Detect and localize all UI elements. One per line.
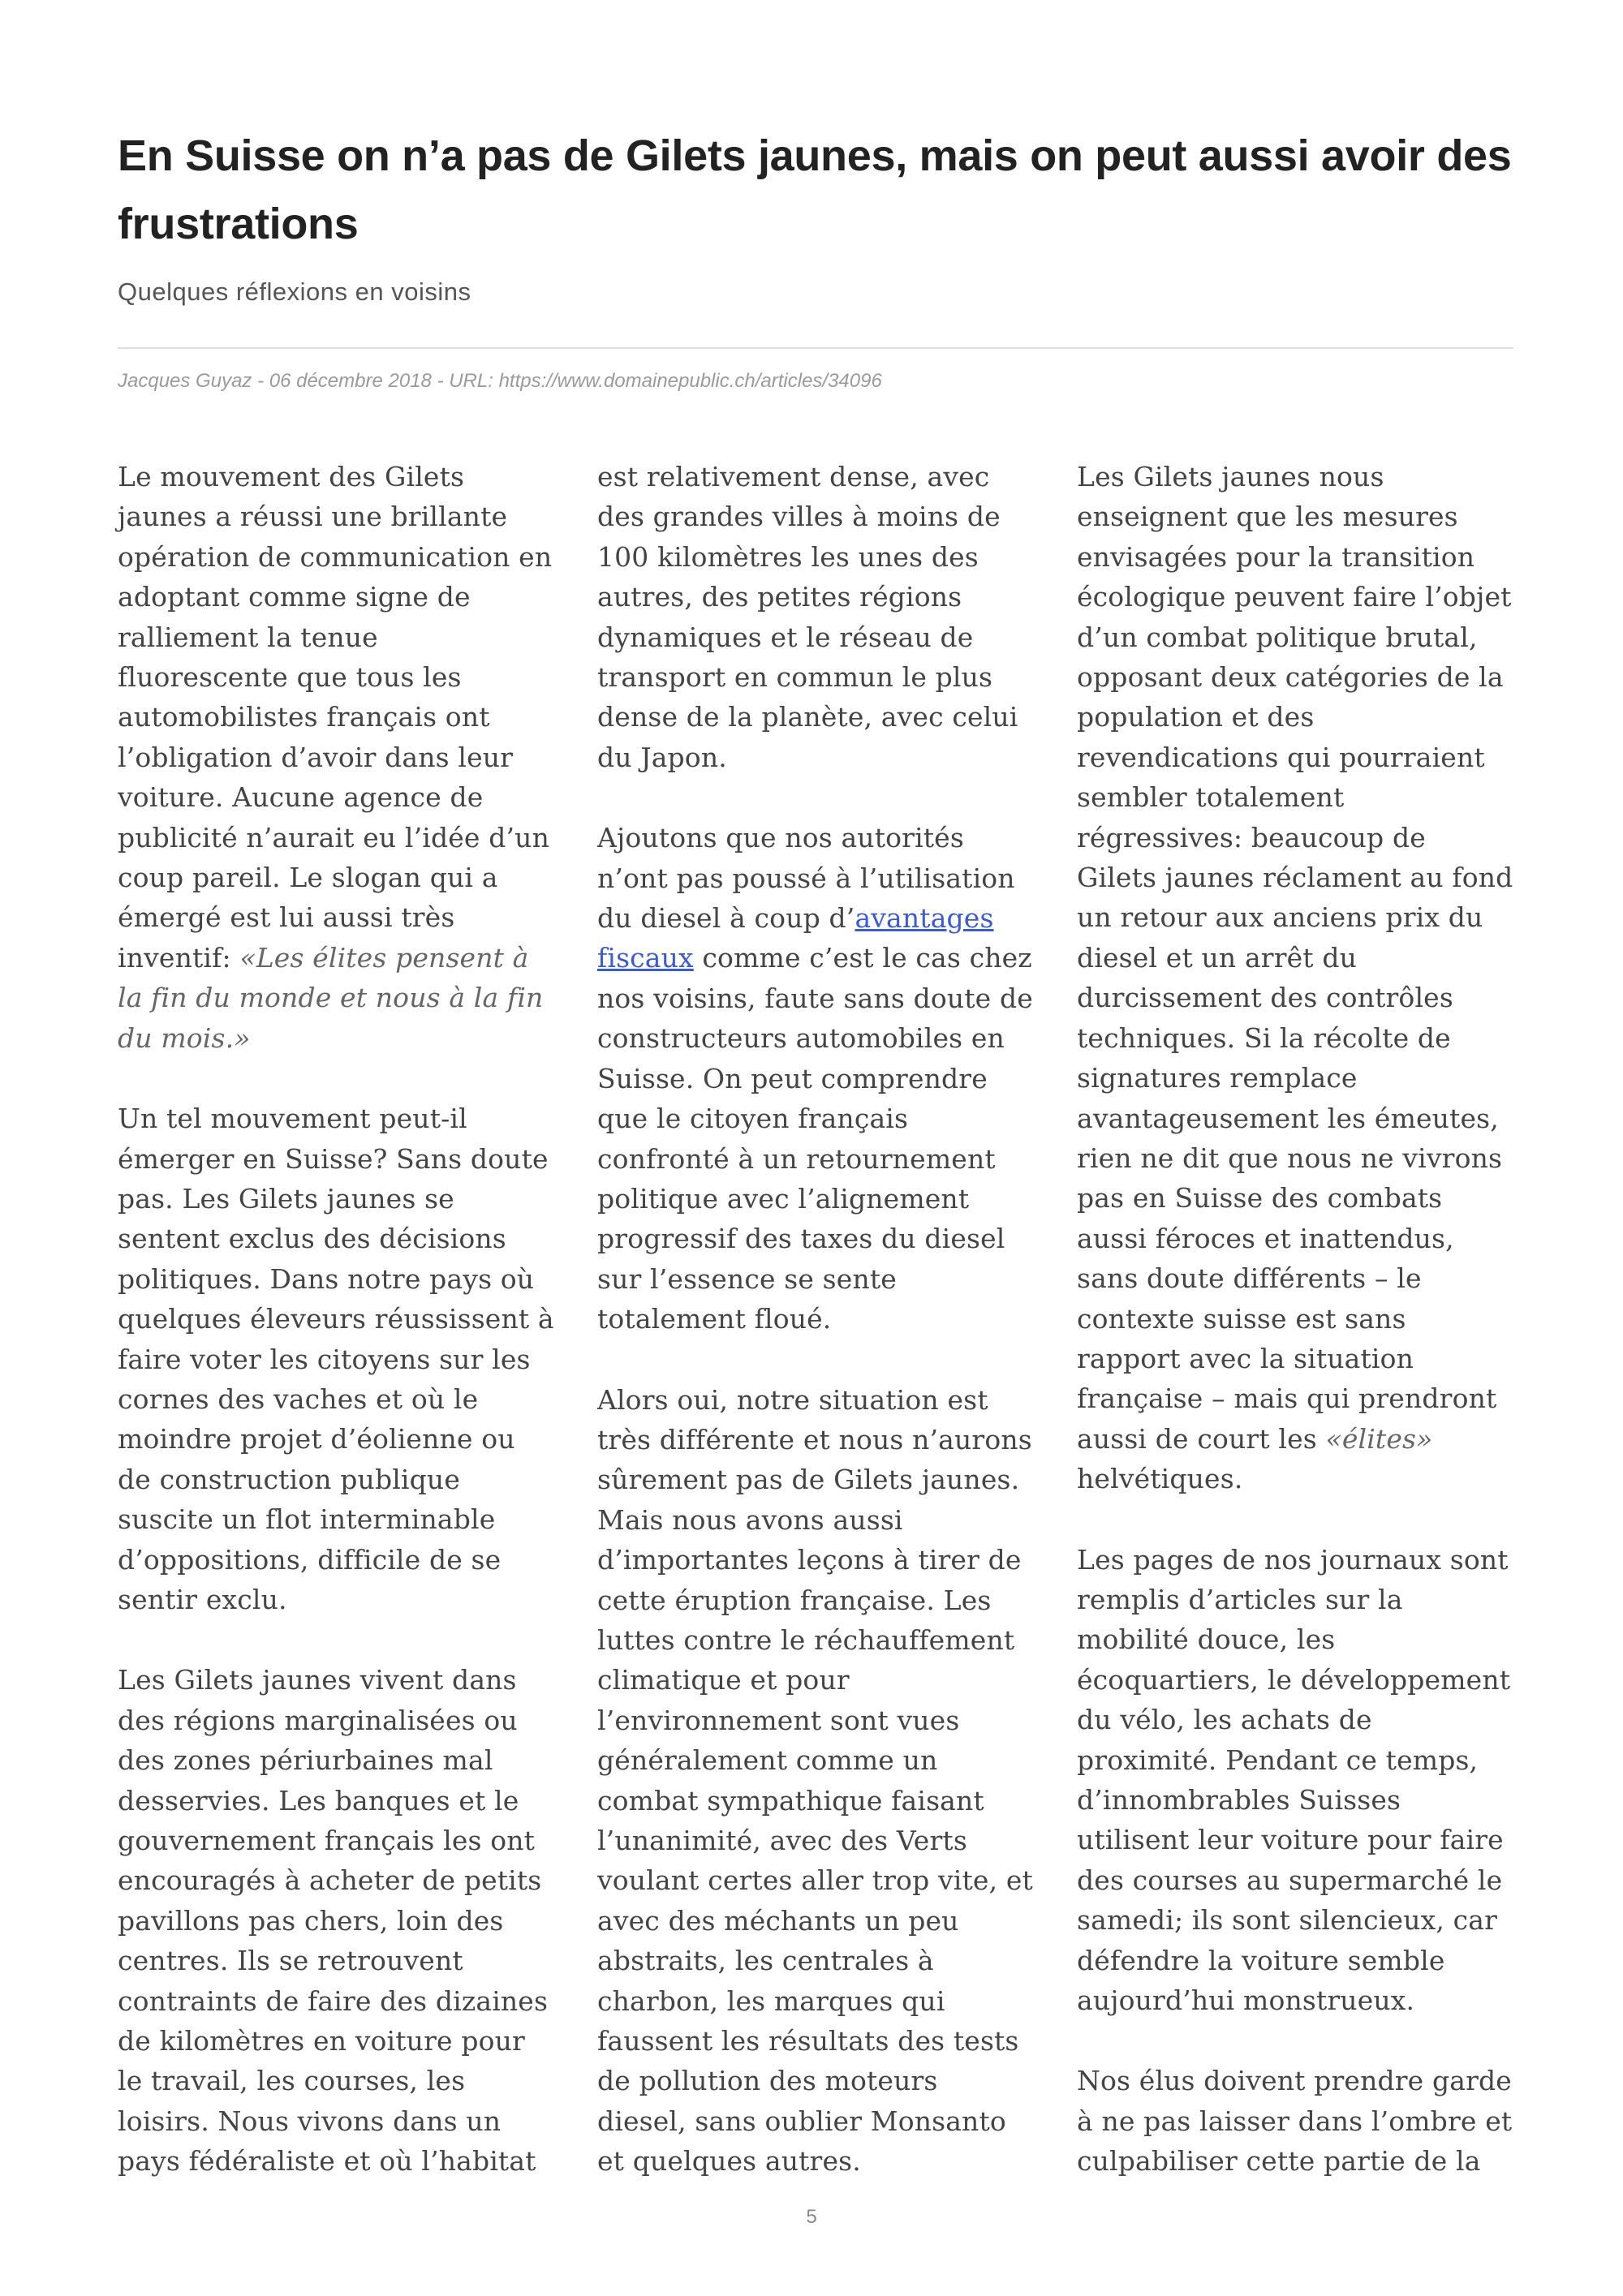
paragraph: Les Gilets jaunes vivent dans des régions marginalisées ou des zones périurbaines mal desservies. Les banques et le gouvernement français les ont encouragés à acheter de petits pavillons pas chers, loin des centres. Ils se retrouvent contraints de faire des dizaines de kilomètres en voiture pour le travail, les courses, les loisirs. Nous vivons dans un pays fédéraliste et où l’habitat	[118, 1664, 549, 2178]
article-title: En Suisse on n’a pas de Gilets jaunes, mais on peut aussi avoir des frustrations	[118, 131, 1512, 248]
avantages-fiscaux-link[interactable]: avantages fiscaux	[597, 902, 994, 974]
paragraph: Nos élus doivent prendre garde à ne pas laisser dans l’ombre et culpabiliser cette partie de la	[1077, 2065, 1513, 2178]
slogan-quote: «Les élites pensent à la fin du monde et nous à la fin du mois.»	[118, 941, 544, 1054]
article-body	[118, 457, 1513, 2222]
column-1	[118, 457, 554, 2222]
paragraph: Alors oui, notre situation est très différente et nous n’aurons sûrement pas de Gilets jaunes. Mais nous avons aussi d’importantes leçons à tirer de cette éruption française. Les luttes contre le réchauffement climatique et pour l’environnement sont vues généralement comme un combat sympathique faisant l’unanimité, avec des Verts voulant certes aller trop vite, et avec des méchants un peu abstraits, les centrales à charbon, les marques qui faussent les résultats des tests de pollution des moteurs diesel, sans oublier Monsanto et quelques autres.	[597, 1383, 1033, 2178]
paragraph-text: Le mouvement des Gilets jaunes a réussi une brillante opération de communication en adoptant comme signe de ralliement la tenue fluorescente que tous les automobilistes français ont l’obligation d’avoir dans leur voiture. Aucune agence de publicité n’aurait eu l’idée d’un coup pareil. Le slogan qui a émergé est lui aussi très inventif:	[118, 461, 553, 974]
paragraph-text: Ajoutons que nos autorités n’ont pas poussé à l’utilisation du diesel à coup d’	[597, 822, 1015, 935]
page-number: 5	[806, 2206, 817, 2228]
paragraph: est relativement dense, avec des grandes villes à moins de 100 kilomètres les unes des autres, des petites régions dynamiques et le réseau de transport en commun le plus dense de la planète, avec celui du Japon.	[597, 461, 1018, 773]
paragraph: Les pages de nos journaux sont remplis d’articles sur la mobilité douce, les écoquartiers, le développement du vélo, les achats de proximité. Pendant ce temps, d’innombrables Suisses utilisent leur voiture pour faire des courses au supermarché le samedi; ils sont silencieux, car défendre la voiture semble aujourd’hui monstrueux.	[1077, 1543, 1511, 2017]
paragraph-text: comme c’est le cas chez nos voisins, faute sans doute de constructeurs automobiles en Suisse. On peut comprendre que le citoyen français confronté à un retournement politique avec l’alignement progressif des taxes du diesel sur l’essence se sente totalement floué.	[597, 942, 1033, 1335]
paragraph	[597, 818, 1034, 1339]
paragraph: Un tel mouvement peut-il émerger en Suisse? Sans doute pas. Les Gilets jaunes se sentent exclus des décisions politiques. Dans notre pays où quelques éleveurs réussissent à faire voter les citoyens sur les cornes des vaches et où le moindre projet d’éolienne ou de construction publique suscite un flot interminable d’oppositions, difficile de se sentir exclu.	[118, 1103, 554, 1615]
paragraph	[1077, 457, 1513, 1499]
paragraph	[118, 457, 554, 1058]
column-3	[1077, 457, 1513, 2222]
column-2	[597, 457, 1034, 2222]
article-subtitle: Quelques réflexions en voisins	[118, 277, 471, 306]
paragraph-text: helvétiques.	[1077, 1463, 1243, 1495]
article-meta: Jacques Guyaz - 06 décembre 2018 - URL: https://www.domainepublic.ch/articles/34096	[118, 370, 882, 392]
paragraph-text: Les Gilets jaunes nous enseignent que les mesures envisagées pour la transition écologique peuvent faire l’objet d’un combat politique brutal, opposant deux catégories de la population et des revendications qui pourraient sembler totalement régressives: beaucoup de Gilets jaunes réclament au fond un retour aux anciens prix du diesel et un arrêt du durcissement des contrôles techniques. Si la récolte de signatures remplace avantageusement les émeutes, rien ne dit que nous ne vivrons pas en Suisse des combats aussi féroces et inattendus, sans doute différents – le contexte suisse est sans rapport avec la situation française – mais qui prendront aussi de court les	[1077, 461, 1513, 1455]
header-divider	[118, 347, 1513, 349]
elites-quote: «élites»	[1325, 1422, 1433, 1455]
